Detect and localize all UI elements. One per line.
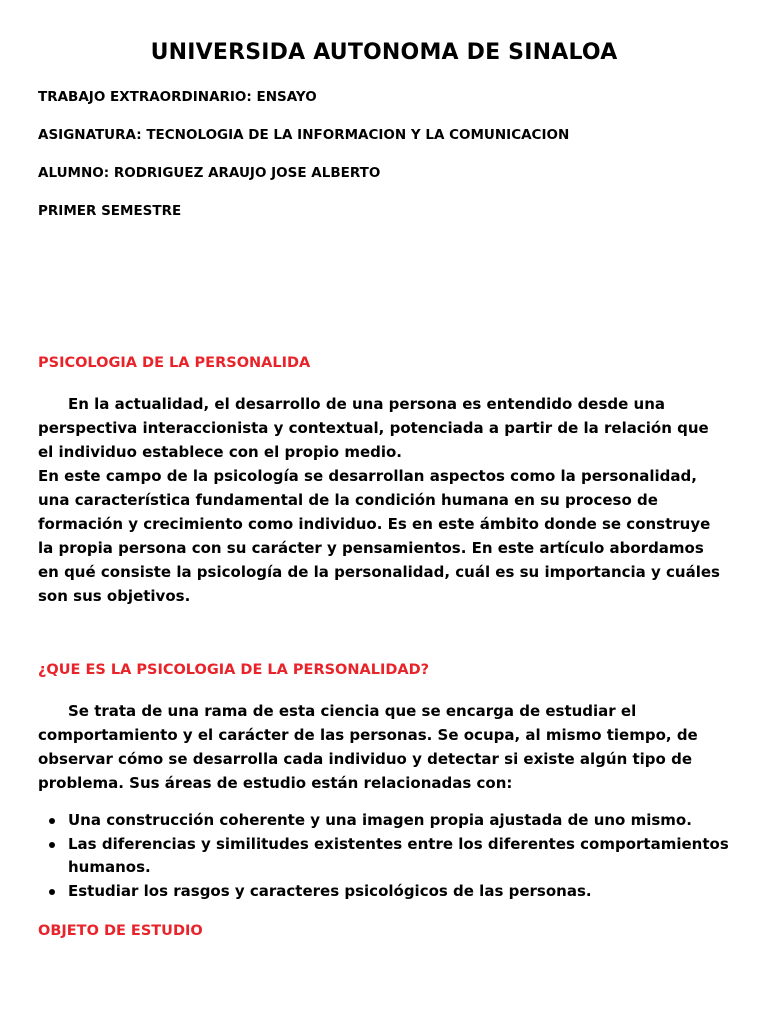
section-heading-que-es: ¿QUE ES LA PSICOLOGIA DE LA PERSONALIDAD?	[38, 662, 430, 678]
list-item	[38, 833, 738, 880]
section-heading-objeto: OBJETO DE ESTUDIO	[38, 923, 203, 939]
section-2-paragraph-1: Se trata de una rama de esta ciencia que se encarga de estudiar el comportamiento y el carácter de las personas. Se ocupa, al mismo tiempo, de observar cómo se desarrolla cada individuo y detectar si existe algún tipo de problema. Sus áreas de estudio están relacionadas con:	[38, 702, 698, 792]
section-2-paragraph	[38, 699, 728, 795]
section-1-paragraph-2: En este campo de la psicología se desarrollan aspectos como la personalidad, una característica fundamental de la condición humana en su proceso de formación y crecimiento como individuo. Es en este ámbito donde se construye la propia persona con su carácter y pensamientos. En este artículo abordamos en qué consiste la psicología de la personalidad, cuál es su importancia y cuáles son sus objetivos.	[38, 467, 720, 605]
section-1-paragraph-1: En la actualidad, el desarrollo de una persona es entendido desde una perspectiva interaccionista y contextual, potenciada a partir de la relación que el individuo establece con el propio medio.	[38, 395, 709, 461]
list-item	[38, 809, 738, 833]
bullet-icon	[49, 889, 55, 895]
document-title: UNIVERSIDA AUTONOMA DE SINALOA	[150, 40, 618, 65]
list-item	[38, 880, 738, 904]
section-heading-personalidad: PSICOLOGIA DE LA PERSONALIDA	[38, 355, 311, 371]
bullet-icon	[49, 818, 55, 824]
subject-line: ASIGNATURA: TECNOLOGIA DE LA INFORMACION Y LA COMUNICACION	[38, 127, 570, 143]
student-line: ALUMNO: RODRIGUEZ ARAUJO JOSE ALBERTO	[38, 165, 381, 181]
list-item-text: Las diferencias y similitudes existentes entre los diferentes comportamientos humanos.	[68, 834, 729, 876]
list-item-text: Estudiar los rasgos y caracteres psicológicos de las personas.	[68, 881, 592, 900]
study-areas-list	[38, 809, 738, 903]
list-item-text: Una construcción coherente y una imagen propia ajustada de uno mismo.	[68, 811, 692, 829]
bullet-icon	[49, 842, 55, 848]
section-1-paragraph	[38, 392, 728, 608]
assignment-type: TRABAJO EXTRAORDINARIO: ENSAYO	[38, 89, 317, 105]
semester-line: PRIMER SEMESTRE	[38, 203, 182, 219]
